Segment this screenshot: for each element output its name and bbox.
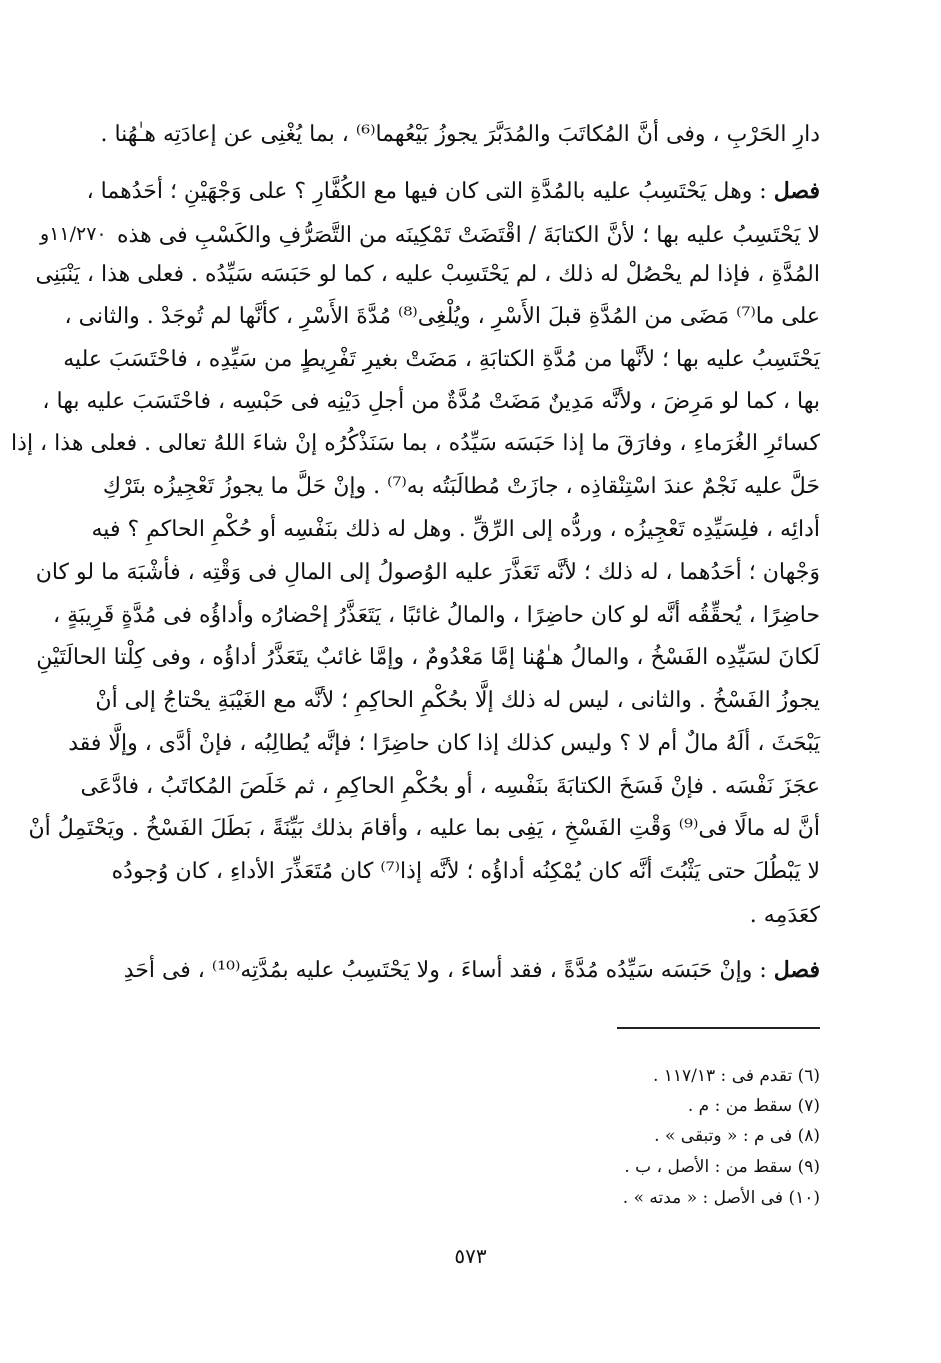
text-line-10: أدائِه ، فلِسَيِّدِه تَعْجِيزُه ، وردُّه إلى الرِّقِّ . وهل له ذلك بنَفْسِه أو حُكْمِ الحاكمِ ؟ فيه [91,517,820,542]
section-text: : وهل يَحْتَسِبُ عليه بالمُدَّةِ التى كان فيها مع الكُفَّارِ ؟ على وَجْهَيْنِ ؛ أحَدُهما ، [86,179,767,204]
text-line-3: لا يَحْتَسِبُ عليه بها ؛ لأنَّ الكتابَةَ / اقْتَضَتْ تَمْكِينَه من التَّصَرُّفِ والكَسْبِ فى هذه [117,223,820,248]
footnote-8: (٨) فى م : « وتبقى » . [654,1126,820,1146]
section-heading-line-2 [117,955,820,986]
section-heading-line [86,176,820,207]
text-line-5: على ما⁽⁷⁾ مَضَى من المُدَّةِ قبلَ الأَسْرِ ، ويُلْغِى⁽⁸⁾ مُدَّةَ الأَسْرِ ، كأنَّها لم تُوجَدْ . والثانى ، [64,304,820,329]
section-label-2: فصل [773,957,820,983]
text-line-19: كعَدَمِه . [749,903,820,928]
text-line-15: يَبْحَثَ ، ألَهُ مالٌ أم لا ؟ وليس كذلك إذا كان حاضِرًا ؛ فإنَّه يُطالِبُه ، فإنْ أدَّى ، وإلَّا فقد [68,731,820,756]
text-line-4: المُدَّةِ ، فإذا لم يحْصُلْ له ذلك ، لم يَحْتَسِبْ عليه ، كما لو حَبَسَه سَيِّدُه . فعلى هذا ، يَنْبَنِى [35,262,820,287]
text-line-14: يجوزُ الفَسْخُ . والثانى ، ليس له ذلك إلَّا بحُكْمِ الحاكِمِ ؛ لأنَّه مع الغَيْبَةِ يحْتاجُ إلى أنْ [95,688,820,713]
text-line-11: وَجْهان ؛ أحَدُهما ، له ذلك ؛ لأنَّه تَعَذَّرَ عليه الوُصولُ إلى المالِ فى وَقْتِه ، فأشْبَهَ ما لو كان [35,560,820,585]
footnote-divider [617,1027,820,1029]
text-line-16: عجَزَ نَفْسَه . فإنْ فَسَخَ الكتابَةَ بنَفْسِه ، أو بحُكْمِ الحاكِمِ ، ثم خَلَصَ المُكاتَبُ ، فادَّعَى [80,774,820,799]
text-line-6: يَحْتَسِبُ عليه بها ؛ لأنَّها من مُدَّةِ الكتابَةِ ، مَضَتْ بغيرِ تَفْرِيطٍ من سَيِّدِه ، فاحْتَسَبَ عليه [63,347,820,372]
text-line-18: لا يَبْطُلَ حتى يَثْبُتَ أنَّه كان يُمْكِنُه أداؤُه ؛ لأنَّه إذا⁽⁷⁾ كان مُتَعَذِّرَ الأداءِ ، كان وُجودُه [111,859,820,884]
text-line-9: حَلَّ عليه نَجْمٌ عندَ اسْتِنْقاذِه ، جازَتْ مُطالَبَتُه به⁽⁷⁾ . وإنْ حَلَّ ما يجوزُ تَعْجِيزُه بتَرْكِ [102,474,820,499]
text-line-7: بها ، كما لو مَرِضَ ، ولأنَّه مَدِينٌ مَضَتْ مُدَّةٌ من أجلِ دَيْنِه فى حَبْسِه ، فاحْتَسَبَ عليه بها ، [42,389,820,414]
section-label: فصل [773,178,820,204]
text-line-1: دارِ الحَرْبِ ، وفى أنَّ المُكاتَبَ والمُدَبَّرَ يجوزُ بَيْعُهما⁽⁶⁾ ، بما يُغْنِى عن إعادَتِه هـٰهُنا . [100,122,820,147]
footnote-7: (٧) سقط من : م . [687,1096,820,1116]
text-line-17: أنَّ له مالًا فى⁽⁹⁾ وَقْتِ الفَسْخِ ، يَفِى بما عليه ، وأقامَ بذلك بَيِّنَةً ، بَطَلَ الفَسْخُ . ويَحْتَمِلُ أنْ [28,816,820,841]
text-line-12: حاضِرًا ، يُحقِّقُه أنَّه لو كان حاضِرًا ، والمالُ غائبًا ، يَتَعَذَّرُ إحْضارُه وأداؤُه فى مُدَّةٍ قَرِيبَةٍ ، [53,603,820,628]
footnote-10: (١٠) فى الأصل : « مدته » . [622,1188,820,1208]
section-text-2: : وإنْ حَبَسَه سَيِّدُه مُدَّةً ، فقد أساءَ ، ولا يَحْتَسِبُ عليه بمُدَّتِه⁽¹⁰⁾ ، فى أحَدِ [123,958,767,983]
page-number: ٥٧٣ [454,1244,487,1268]
margin-folio-note: ۱۱/۲۷۰و [40,223,107,245]
text-line-13: لَكانَ لسَيِّدِه الفَسْخُ ، والمالُ هـٰهُنا إمَّا مَعْدُومٌ ، وإمَّا غائبٌ يتَعَذَّرُ أداؤُه ، وفى كِلْتا الحالَتَيْنِ [36,645,820,670]
footnote-9: (٩) سقط من : الأصل ، ب . [624,1157,820,1177]
footnote-6: (٦) تقدم فى : ١١٧/١٣ . [652,1066,820,1086]
text-line-8: كسائرِ الغُرَماءِ ، وفارَقَ ما إذا حَبَسَه سَيِّدُه ، بما سَنَذْكُرُه إنْ شاءَ اللهُ تعالى . فعلى هذا ، إذا [11,431,820,456]
